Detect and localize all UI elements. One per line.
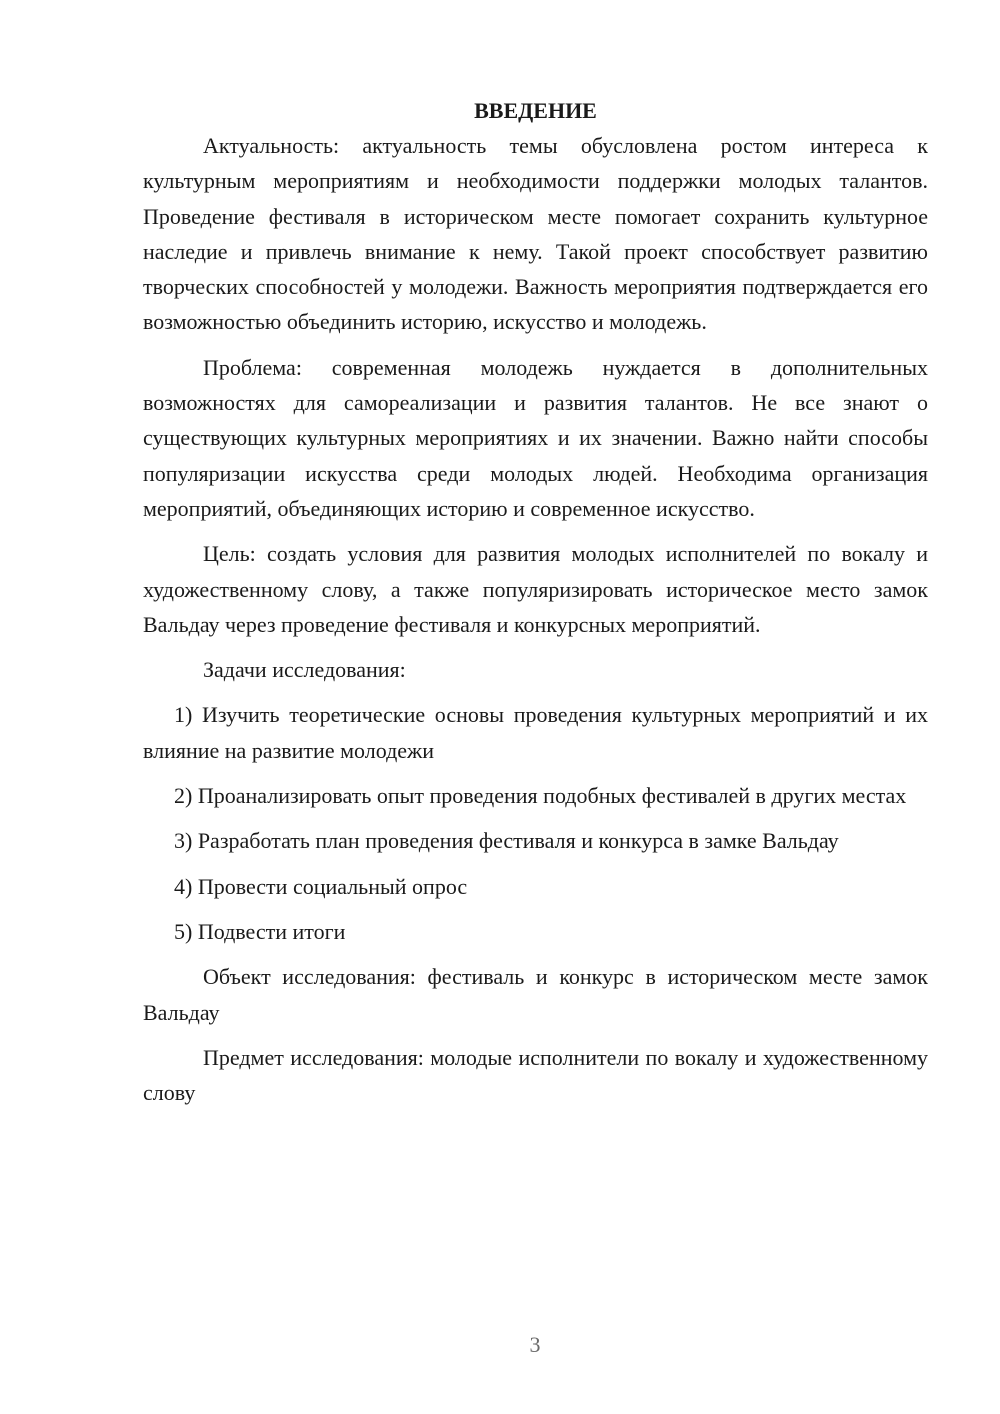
task-item-2: 2) Проанализировать опыт проведения подобных фестивалей в других местах: [174, 783, 907, 809]
task-item-5: 5) Подвести итоги: [174, 918, 346, 944]
document-page: [143, 93, 928, 1110]
subject-paragraph: Предмет исследования: молодые исполнители по вокалу и художественному слову: [143, 1044, 928, 1106]
relevance-paragraph: Актуальность: актуальность темы обусловлена ростом интереса к культурным мероприятиям и необходимости поддержки молодых талантов. Проведение фестиваля в историческом месте помогает сохранить культурное наследие и привлечь внимание к нему. Такой проект способствует развитию творческих способностей у молодежи. Важность мероприятия подтверждается его возможностью объединить историю, искусство и молодежь.: [143, 133, 928, 335]
task-item-4: 4) Провести социальный опрос: [174, 873, 468, 899]
page-title: ВВЕДЕНИЕ: [474, 98, 597, 123]
page-number: 3: [529, 1332, 541, 1357]
goal-paragraph: Цель: создать условия для развития молодых исполнителей по вокалу и художественному слову, а также популяризировать историческое место замок Вальдау через проведение фестиваля и конкурсных мероприятий.: [143, 541, 928, 637]
object-paragraph: Объект исследования: фестиваль и конкурс в историческом месте замок Вальдау: [143, 964, 928, 1025]
problem-paragraph: Проблема: современная молодежь нуждается в дополнительных возможностях для самореализации и развития талантов. Не все знают о существующих культурных мероприятиях и их значении. Важно найти способы популяризации искусства среди молодых людей. Необходима организация мероприятий, объединяющих историю и современное искусство.: [143, 354, 928, 521]
tasks-heading: Задачи исследования:: [203, 657, 406, 683]
task-item-1: 1) Изучить теоретические основы проведения культурных мероприятий и их влияние на развитие молодежи: [143, 702, 928, 763]
task-item-3: 3) Разработать план проведения фестиваля и конкурса в замке Вальдау: [174, 828, 839, 854]
